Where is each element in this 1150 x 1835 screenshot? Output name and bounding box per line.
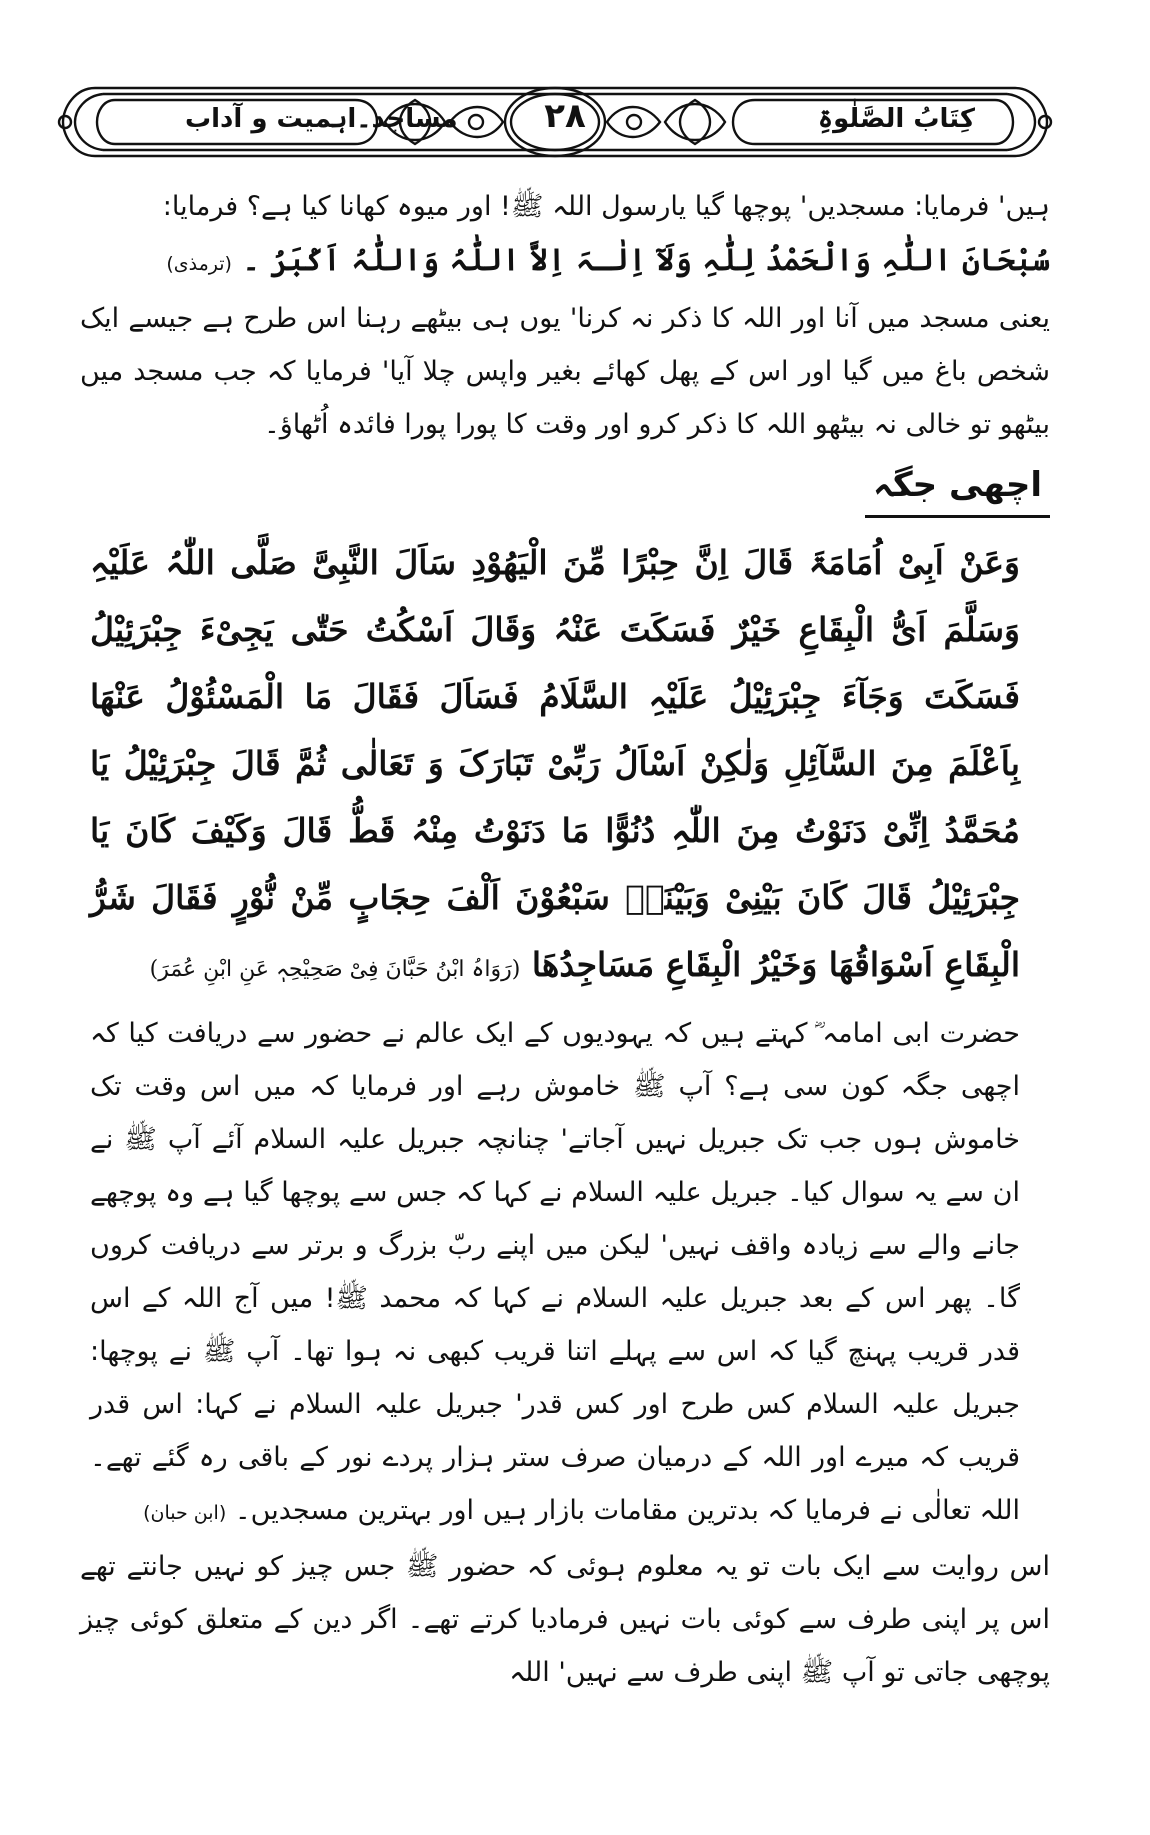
explanation-paragraph: یعنی مسجد میں آنا اور اللہ کا ذکر نہ کرنا' یوں ہی بیٹھے رہنا اس طرح ہے جیسے ایک شخص باغ میں گیا اور اس کے پھل کھائے بغیر واپس چلا آیا' فرمایا کہ جب مسجد میں بیٹھو تو خالی نہ بیٹھو اللہ کا ذکر کرو اور وقت کا پورا پورا فائدہ اُٹھاؤ۔ [80,303,1050,440]
section-heading: اچھی جگہ [865,457,1050,518]
section-heading-row [80,457,1050,521]
header-book-title: کِتَابُ الصَّلٰوۃِ [817,104,975,134]
tasbih-reference: (ترمذی) [166,253,232,275]
intro-paragraph: ہیں' فرمایا: مسجدیں' پوچھا گیا یارسول اللہ ﷺ! اور میوہ کھانا کیا ہے؟ فرمایا: [162,191,1050,222]
page-body [80,180,1050,1699]
translation-text: حضرت ابی امامہ ؓ کہتے ہیں کہ یہودیوں کے ایک عالم نے حضور سے دریافت کیا کہ اچھی جگہ کون سی ہے؟ آپ ﷺ خاموش رہے اور فرمایا کہ میں اس وقت تک خاموش ہوں جب تک جبریل نہیں آجاتے' چنانچہ جبریل علیہ السلام آئے آپ ﷺ نے ان سے یہ سوال کیا۔ جبریل علیہ السلام نے کہا کہ جس سے پوچھا گیا ہے وہ پوچھے جانے والے سے زیادہ واقف نہیں' لیکن میں اپنے ربّ بزرگ و برتر سے دریافت کروں گا۔ پھر اس کے بعد جبریل علیہ السلام نے کہا کہ محمد ﷺ! میں آج اللہ کے اس قدر قریب پہنچ گیا کہ اس سے پہلے اتنا قریب کبھی نہ ہوا تھا۔ آپ ﷺ نے پوچھا: جبریل علیہ السلام کس طرح اور کس قدر' جبریل علیہ السلام نے کہا: اس قدر قریب کہ میرے اور اللہ کے درمیان صرف ستر ہزار پردے نور کے باقی رہ گئے تھے۔ اللہ تعالٰی نے فرمایا کہ بدترین مقامات بازار ہیں اور بہترین مسجدیں۔ [90,1018,1020,1526]
page-header [55,78,1055,166]
closing-paragraph: اس روایت سے ایک بات تو یہ معلوم ہوئی کہ حضور ﷺ جس چیز کو نہیں جانتے تھے اس پر اپنی طرف سے کوئی بات نہیں فرمادیا کرتے تھے۔ اگر دین کے متعلق کوئی چیز پوچھی جاتی تو آپ ﷺ اپنی طرف سے نہیں' اللہ [80,1551,1050,1688]
translation-paragraph [90,1007,1020,1540]
header-chapter-topic: مساجد۔اہمیت و آداب [185,104,458,134]
hadith-text: وَعَنْ اَبِیْ اُمَامَۃَ قَالَ اِنَّ حِبْرًا مِّنَ الْیَهُوْدِ سَاَلَ النَّبِیَّ صَلَّی اللّٰہُ عَلَیْہِ وَسَلَّمَ اَیُّ الْبِقَاعِ خَیْرٌ فَسَکَتَ عَنْہُ وَقَالَ اَسْکُتُ حَتّٰی یَجِیْءَ جِبْرَئِیْلُ فَسَکَتَ وَجَآءَ جِبْرَئِیْلُ عَلَیْہِ السَّلَامُ فَسَاَلَ فَقَالَ مَا الْمَسْئُوْلُ عَنْھَا بِاَعْلَمَ مِنَ السَّآئِلِ وَلٰکِنْ اَسْاَلُ رَبِّیْ تَبَارَکَ وَ تَعَالٰی ثُمَّ قَالَ جِبْرَئِیْلُ یَا مُحَمَّدُ اِنِّیْ دَنَوْتُ مِنَ اللّٰہِ دُنُوًّا مَا دَنَوْتُ مِنْہُ قَطُّ قَالَ وَکَیْفَ کَانَ یَا جِبْرَئِیْلُ قَالَ کَانَ بَیْنِیْ وَبَیْنَہٗ سَبْعُوْنَ اَلْفَ حِجَابٍ مِّنْ نُّوْرٍ فَقَالَ شَرُّ الْبِقَاعِ اَسْوَاقُھَا وَخَیْرُ الْبِقَاعِ مَسَاجِدُھَا [90,543,1020,984]
page-number: ۲۸ [544,96,586,136]
tasbih-arabic [80,233,1050,292]
tasbih-text: سُبْحَانَ اللّٰہِ وَالْحَمْدُ لِلّٰہِ وَلَآ اِلٰـہَ اِلاَّ اللّٰہُ وَاللّٰہُ اَکْبَرُ ۔ [242,243,1050,278]
hadith-block [80,529,1050,1540]
translation-reference: (ابن حبان) [143,1502,227,1524]
hadith-arabic [90,529,1020,1003]
hadith-reference: (رَوَاہُ ابْنُ حَبَّانَ فِیْ صَحِیْحِہٖ عَنِ ابْنِ عُمَرَ) [149,957,521,982]
